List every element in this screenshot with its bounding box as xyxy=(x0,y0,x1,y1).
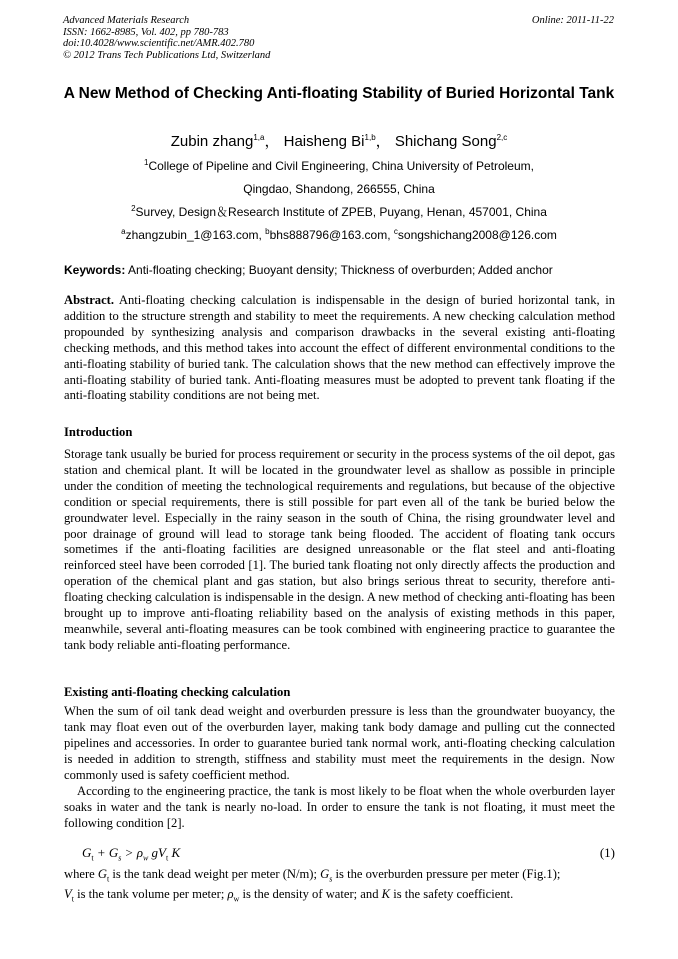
email: songshichang2008@126.com xyxy=(397,228,557,242)
email-line: $^a$zhangzubin_1@163.com, $^b$bhs888796@163.com, $^c$songshichang2008@126.com xyxy=(121,227,557,242)
journal-name: Advanced Materials Research xyxy=(63,15,190,26)
equation-number: (1) xyxy=(599,845,615,860)
introduction-heading: Introduction xyxy=(64,425,133,439)
abstract xyxy=(64,293,615,404)
paper-title: A New Method of Checking Anti-floating Stability of Buried Horizontal Tank xyxy=(63,85,615,102)
author-separator: ， xyxy=(264,133,280,150)
author-separator: ， xyxy=(375,133,391,150)
equation-1: $G_t + G_s > \rho_w$ $gV_t$ K (1) xyxy=(82,845,615,863)
online-date: Online: 2011-11-22 xyxy=(531,15,614,26)
author-name: Shichang Song xyxy=(394,133,497,150)
affiliation-2: $^2$Survey, Design＆Research Institute of ZPEB, Puyang, Henan, 457001, China xyxy=(131,204,547,219)
where-clause: where $G_t$ is the tank dead weight per meter (N/m); $G_s$ is the overburden pressure per meter (Fig.1); $V_t$ is the tank volume per meter; $\rho_w$ is the density of water; and K is the safety coefficient. xyxy=(64,867,561,904)
existing-para-2: According to the engineering practice, the tank is most likely to be float when the whole overburden layer soaks in water and the tank is nearly no-load. In order to ensure the tank is not floating, it must meet the following condition [2]. xyxy=(64,784,615,830)
affiliation-1-line2: Qingdao, Shandong, 266555, China xyxy=(243,182,435,196)
email: bhs888796@163.com xyxy=(269,228,388,242)
issn-line: ISSN: 1662-8985, Vol. 402, pp 780-783 xyxy=(63,26,229,38)
keywords-label: Keywords: xyxy=(64,263,126,277)
author-list xyxy=(63,133,615,151)
existing-para-1: When the sum of oil tank dead weight and overburden pressure is less than the groundwater buoyancy, the tank may float even out of the overburden layer, making tank body damage and pulling cut the connected pipelines and accessories. In order to guarantee buried tank normal work, anti-floating checking calculation is needed in addition to strength, stiffness and stability must meet the requirements in the design. Now commonly used is safety coefficient method. xyxy=(64,704,615,782)
author-sup: 1,b xyxy=(364,133,376,142)
abstract-label: Abstract. xyxy=(64,293,115,307)
email: zhangzubin_1@163.com xyxy=(125,228,259,242)
author-sup: 1,a xyxy=(253,133,265,142)
author-name: Zubin zhang xyxy=(170,133,254,150)
author-name: Haisheng Bi xyxy=(283,133,365,150)
introduction-text: Storage tank usually be buried for process requirement or security in the process systems of the oil depot, gas station and chemical plant. It will be located in the groundwater level as shallow as possible in principle under the condition of meeting the technological requirements and regulations, but because of the objective condition or special requirements, there is still possible for part even all of the tank be buried below the groundwater level. Especially in the rainy season in the south of China, the rising groundwater level and poor drainage of ground will lead to storage tank being flooded. The accident of floating tank occurs sometimes if the anti-floating facilities are designed unreasonable or the flat steel and anti-floating reinforced steel have been corroded [1]. The buried tank floating not only directly affects the production and operation of the chemical plant and gas station, but also brings serious threat to security, therefore anti-floating checking calculation is indispensable in the design. A new method of checking anti-floating has been brought up to improve anti-floating reliability based on the analysis of existing methods in this paper, meanwhile, several anti-floating measures can be took combined with engineering practice to guarantee the tank body reliable anti-floating performance. xyxy=(64,447,615,652)
doi-line: doi:10.4028/www.scientific.net/AMR.402.780 xyxy=(63,38,255,49)
affiliation-1: $^1$College of Pipeline and Civil Engineering, China University of Petroleum, xyxy=(144,158,534,173)
journal-header xyxy=(63,15,270,61)
author-sup: 2,c xyxy=(496,133,508,142)
abstract-text: Anti-floating checking calculation is indispensable in the design of buried horizontal tank, in addition to the structure strength and stability to meet the requirements. A new checking calculation method propounded by synthesizing analysis and comparison drawbacks in the several existing anti-floating checking methods, and this method takes into account the effect of different environmental conditions to the anti-floating stability of buried tank. The calculation shows that the new method can effectively improve the anti-floating stability of buried tank. Anti-floating measures must be adopted to prevent tank floating if the anti-floating stability conditions are not being met. xyxy=(64,293,615,403)
keywords xyxy=(64,263,616,278)
existing-heading: Existing anti-floating checking calculation xyxy=(64,685,291,699)
copyright-line: © 2012 Trans Tech Publications Ltd, Switzerland xyxy=(63,49,271,61)
keywords-text: Anti-floating checking; Buoyant density; Thickness of overburden; Added anchor xyxy=(128,263,553,277)
